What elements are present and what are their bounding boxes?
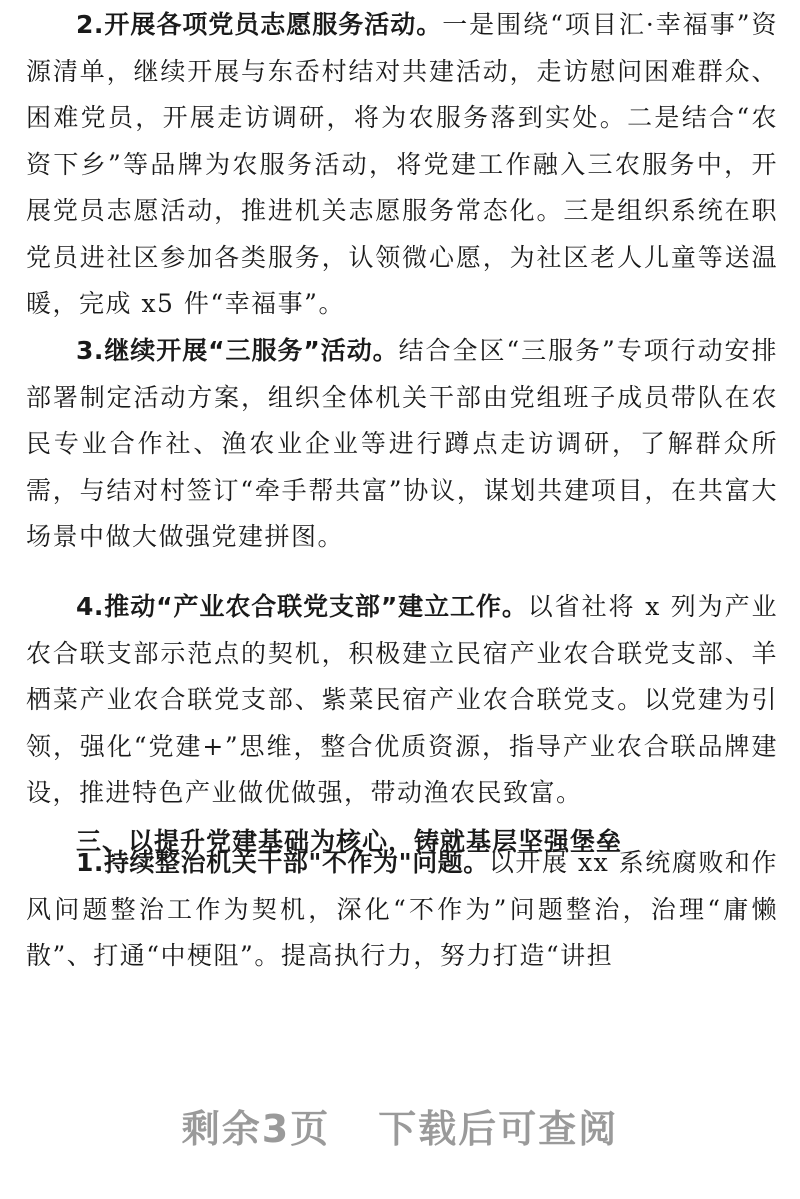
- paragraph-section3-1: [26, 840, 778, 980]
- download-footer[interactable]: [0, 1098, 800, 1153]
- paragraph-3: [26, 328, 778, 561]
- paragraph-2: [26, 2, 778, 328]
- paragraph-body: 一是围绕“项目汇·幸福事”资源清单，继续开展与东岙村结对共建活动，走访慰问困难群众、困难党员，开展走访调研，将为农服务落到实处。二是结合“农资下乡”等品牌为农服务活动，将党建工作融入三农服务中，开展党员志愿活动，推进机关志愿服务常态化。三是组织系统在职党员进社区参加各类服务，认领微心愿，为社区老人儿童等送温暖，完成 x5 件“幸福事”。: [26, 10, 778, 318]
- paragraph-body: 结合全区“三服务”专项行动安排部署制定活动方案，组织全体机关干部由党组班子成员带队在农民专业合作社、渔农业企业等进行蹲点走访调研，了解群众所需，与结对村签订“牵手帮共富”协议，谋划共建项目，在共富大场景中做大做强党建拼图。: [26, 336, 778, 551]
- section-heading: 三、以提升党建基础为核心，铸就基层坚强堡垒: [76, 827, 623, 856]
- paragraph-body: 以省社将 x 列为产业农合联支部示范点的契机，积极建立民宿产业农合联党支部、羊栖菜产业农合联党支部、紫菜民宿产业农合联党支。以党建为引领，强化“党建+”思维，整合优质资源，指导产业农合联品牌建设，推进特色产业做优做强，带动渔农民致富。: [26, 592, 778, 807]
- paragraph-lead: 1.持续整治机关干部"不作为"问题。: [76, 848, 489, 877]
- paragraph-lead: 3.继续开展“三服务”活动。: [76, 336, 399, 365]
- remaining-pages-label: 剩余3页: [181, 1107, 331, 1151]
- paragraph-body: 以开展 xx 系统腐败和作风问题整治工作为契机，深化“不作为”问题整治，治理“庸懒散”、打通“中梗阻”。提高执行力，努力打造“讲担: [26, 848, 778, 970]
- paragraph-lead: 4.推动“产业农合联党支部”建立工作。: [76, 592, 528, 621]
- paragraph-4: [26, 584, 778, 817]
- download-to-view-label: 下载后可查阅: [378, 1107, 619, 1151]
- paragraph-lead: 2.开展各项党员志愿服务活动。: [76, 10, 443, 39]
